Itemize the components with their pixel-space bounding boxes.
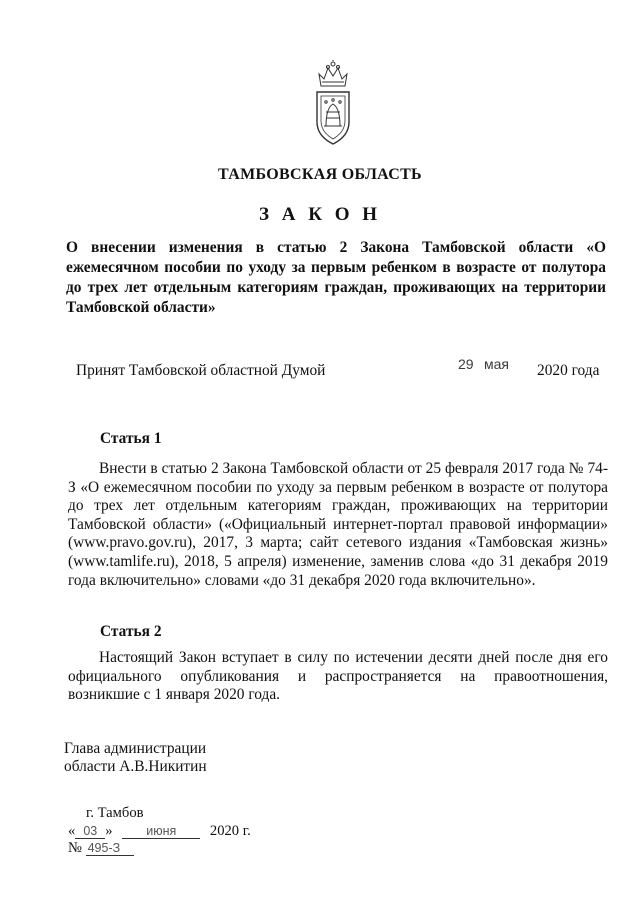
region-title: ТАМБОВСКАЯ ОБЛАСТЬ — [218, 166, 422, 183]
coat-of-arms-emblem — [313, 60, 353, 148]
adopted-year: 2020 года — [537, 362, 600, 379]
article-1-text: Внести в статью 2 Закона Тамбовской области от 25 февраля 2017 года № 74-З «О ежемесячном пособии по уходу за первым ребенком в возрасте от полутора до трех лет отдельным категориям граждан, проживающих на территории Тамбовской области» («Официальный интернет-портал правовой информации» (www.pravo.gov.ru), 2017, 3 марта; сайт сетевого издания «Тамбовская жизнь» (www.tamlife.ru), 2018, 5 апреля) изменение, заменив слова «до 31 декабря 2019 года включительно» словами «до 31 декабря 2020 года включительно». — [68, 460, 608, 589]
date-year: 2020 г. — [209, 823, 251, 839]
article-2-text: Настоящий Закон вступает в силу по истечении десяти дней после дня его официального опубликования и распространяется на правоотношения, возникшие с 1 января 2020 года. — [68, 649, 608, 704]
city-label: г. Тамбов — [86, 805, 144, 821]
signing-date — [68, 823, 251, 840]
adopted-by-text: Принят Тамбовской областной Думой — [76, 362, 326, 379]
date-month: июня — [122, 824, 200, 839]
signature-block — [64, 740, 207, 776]
signature-name: области А.В.Никитин — [64, 758, 207, 775]
document-type-title: З А К О Н — [258, 204, 382, 225]
adopted-month: мая — [484, 356, 509, 372]
article-2-title: Статья 2 — [100, 623, 162, 640]
adopted-day: 29 — [458, 356, 474, 372]
number-label: № — [68, 840, 82, 856]
number-value: 495-З — [86, 841, 134, 856]
signature-position: Глава администрации — [64, 740, 207, 757]
date-quote-close: » — [105, 823, 113, 839]
date-quote-open: « — [68, 823, 76, 839]
article-1-title: Статья 1 — [100, 430, 162, 447]
law-heading: О внесении изменения в статью 2 Закона Тамбовской области «О ежемесячном пособии по уходу за первым ребенком в возрасте от полутора до трех лет отдельным категориям граждан, проживающих на территории Тамбовской области» — [66, 239, 606, 316]
date-day: 03 — [75, 824, 105, 839]
law-number — [68, 840, 134, 857]
